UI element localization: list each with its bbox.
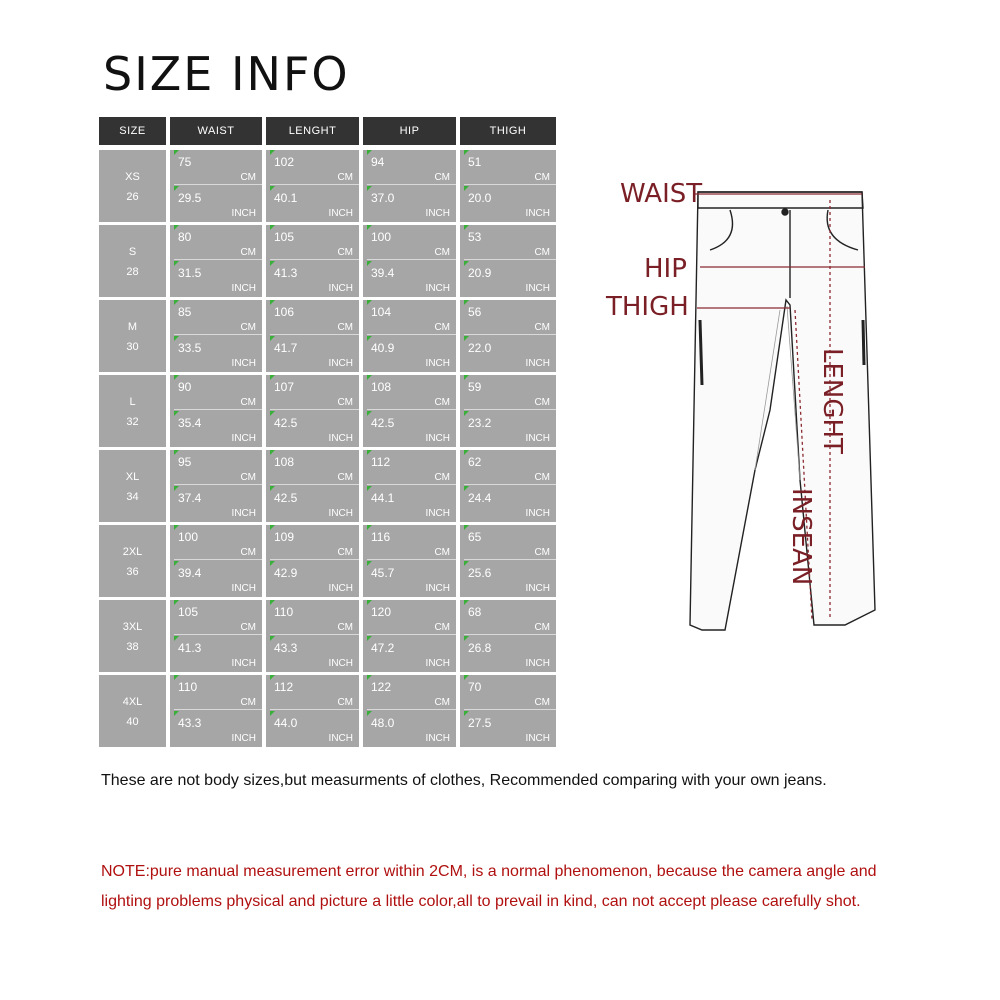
table-row — [99, 300, 556, 375]
inch-unit: INCH — [525, 433, 550, 444]
size-number: 40 — [126, 716, 139, 728]
cm-unit: CM — [240, 397, 256, 408]
sizing-note: These are not body sizes,but measurments of clothes, Recommended comparing with your own jeans. — [101, 772, 827, 789]
inch-unit: INCH — [328, 358, 353, 369]
measurement-cell-hip — [363, 675, 460, 747]
inch-unit: INCH — [328, 508, 353, 519]
inch-unit: INCH — [231, 508, 256, 519]
inch-value: 48.0 — [371, 716, 395, 730]
cm-value: 110 — [274, 605, 294, 619]
inch-unit: INCH — [328, 283, 353, 294]
column-header-thigh: THIGH — [460, 117, 556, 150]
inch-value: 42.5 — [274, 491, 298, 505]
size-label: XL — [125, 471, 140, 483]
size-label: M — [127, 321, 138, 333]
inch-value: 37.0 — [371, 191, 395, 205]
inch-value: 20.0 — [468, 191, 492, 205]
measurement-cell-length — [266, 300, 363, 375]
measurement-cell-length — [266, 450, 363, 525]
inch-value: 42.5 — [371, 416, 395, 430]
inch-unit: INCH — [231, 208, 256, 219]
cm-value: 108 — [371, 380, 392, 394]
cm-unit: CM — [434, 622, 450, 633]
cm-unit: CM — [240, 322, 256, 333]
size-cell — [99, 150, 170, 225]
cm-unit: CM — [434, 397, 450, 408]
size-label: 2XL — [122, 546, 143, 558]
inch-unit: INCH — [328, 208, 353, 219]
cm-unit: CM — [337, 172, 353, 183]
cm-value: 90 — [178, 380, 192, 394]
size-cell — [99, 450, 170, 525]
measurement-cell-waist — [170, 150, 266, 225]
measurement-cell-length — [266, 225, 363, 300]
cm-value: 95 — [178, 455, 192, 469]
inch-unit: INCH — [425, 733, 450, 744]
cm-unit: CM — [534, 547, 550, 558]
cm-unit: CM — [434, 172, 450, 183]
measurement-cell-thigh — [460, 675, 556, 747]
table-row — [99, 150, 556, 225]
cm-value: 65 — [468, 530, 482, 544]
size-number: 38 — [126, 641, 139, 653]
cm-value: 106 — [274, 305, 295, 319]
cm-value: 68 — [468, 605, 482, 619]
cm-unit: CM — [240, 172, 256, 183]
inch-unit: INCH — [425, 208, 450, 219]
measurement-cell-hip — [363, 225, 460, 300]
inch-unit: INCH — [231, 733, 256, 744]
jeans-diagram — [590, 170, 910, 640]
measurement-cell-length — [266, 150, 363, 225]
inseam-label: INSEAN — [786, 488, 816, 586]
size-label: S — [128, 246, 137, 258]
inch-value: 44.1 — [371, 491, 395, 505]
inch-value: 23.2 — [468, 416, 492, 430]
cm-unit: CM — [240, 547, 256, 558]
cm-unit: CM — [240, 697, 256, 708]
inch-unit: INCH — [231, 658, 256, 669]
size-cell — [99, 375, 170, 450]
measurement-cell-thigh — [460, 450, 556, 525]
inch-value: 27.5 — [468, 716, 492, 730]
measurement-cell-thigh — [460, 525, 556, 600]
inch-value: 45.7 — [371, 566, 395, 580]
cm-unit: CM — [534, 397, 550, 408]
cm-unit: CM — [534, 247, 550, 258]
hip-label: HIP — [644, 254, 687, 284]
cm-value: 53 — [468, 230, 482, 244]
cm-value: 80 — [178, 230, 192, 244]
cm-unit: CM — [337, 697, 353, 708]
table-row — [99, 450, 556, 525]
cm-unit: CM — [434, 472, 450, 483]
cm-value: 56 — [468, 305, 482, 319]
cm-value: 112 — [274, 680, 294, 694]
page-title: SIZE INFO — [103, 47, 350, 101]
measurement-cell-thigh — [460, 600, 556, 675]
cm-unit: CM — [337, 472, 353, 483]
inch-unit: INCH — [525, 208, 550, 219]
inch-value: 41.3 — [178, 641, 202, 655]
cm-unit: CM — [337, 322, 353, 333]
inch-unit: INCH — [425, 658, 450, 669]
size-chart-table — [99, 117, 556, 747]
cm-unit: CM — [534, 172, 550, 183]
inch-unit: INCH — [231, 358, 256, 369]
cm-value: 108 — [274, 455, 295, 469]
inch-value: 47.2 — [371, 641, 395, 655]
cm-unit: CM — [534, 322, 550, 333]
inch-value: 37.4 — [178, 491, 202, 505]
inch-unit: INCH — [231, 583, 256, 594]
measurement-cell-waist — [170, 675, 266, 747]
cm-value: 59 — [468, 380, 482, 394]
cm-unit: CM — [337, 622, 353, 633]
inch-unit: INCH — [328, 583, 353, 594]
table-row — [99, 525, 556, 600]
inch-unit: INCH — [425, 508, 450, 519]
cm-unit: CM — [337, 397, 353, 408]
size-number: 34 — [126, 491, 139, 503]
size-number: 36 — [126, 566, 139, 578]
cm-unit: CM — [434, 547, 450, 558]
cm-value: 94 — [371, 155, 385, 169]
cm-value: 122 — [371, 680, 392, 694]
inch-value: 24.4 — [468, 491, 492, 505]
table-row — [99, 225, 556, 300]
inch-unit: INCH — [525, 658, 550, 669]
measurement-cell-thigh — [460, 150, 556, 225]
inch-value: 40.1 — [274, 191, 298, 205]
cm-unit: CM — [434, 247, 450, 258]
measurement-cell-waist — [170, 300, 266, 375]
cm-value: 112 — [371, 455, 391, 469]
cm-unit: CM — [240, 622, 256, 633]
cm-value: 102 — [274, 155, 295, 169]
measurement-cell-waist — [170, 600, 266, 675]
measurement-cell-waist — [170, 450, 266, 525]
measurement-cell-hip — [363, 300, 460, 375]
size-cell — [99, 600, 170, 675]
waist-label: WAIST — [620, 179, 703, 209]
inch-value: 26.8 — [468, 641, 492, 655]
table-row — [99, 675, 556, 747]
cm-unit: CM — [240, 247, 256, 258]
inch-unit: INCH — [525, 583, 550, 594]
measurement-cell-waist — [170, 375, 266, 450]
column-header-waist: WAIST — [170, 117, 266, 150]
measurement-cell-hip — [363, 525, 460, 600]
cm-unit: CM — [534, 622, 550, 633]
cm-unit: CM — [434, 697, 450, 708]
cm-unit: CM — [337, 547, 353, 558]
inch-value: 31.5 — [178, 266, 202, 280]
inch-unit: INCH — [525, 508, 550, 519]
inch-unit: INCH — [525, 733, 550, 744]
measurement-cell-hip — [363, 150, 460, 225]
inch-unit: INCH — [425, 283, 450, 294]
cm-unit: CM — [337, 247, 353, 258]
cm-value: 70 — [468, 680, 482, 694]
cm-value: 107 — [274, 380, 295, 394]
size-cell — [99, 300, 170, 375]
table-body — [99, 150, 556, 747]
cm-value: 109 — [274, 530, 295, 544]
inch-value: 33.5 — [178, 341, 202, 355]
measurement-cell-hip — [363, 600, 460, 675]
size-number: 26 — [126, 191, 139, 203]
inch-unit: INCH — [231, 433, 256, 444]
cm-value: 105 — [178, 605, 199, 619]
table-header-row — [99, 117, 556, 150]
measurement-cell-hip — [363, 375, 460, 450]
measurement-cell-length — [266, 600, 363, 675]
inch-value: 39.4 — [371, 266, 395, 280]
cm-value: 51 — [468, 155, 482, 169]
table-row — [99, 375, 556, 450]
measurement-cell-hip — [363, 450, 460, 525]
size-label: 4XL — [122, 696, 143, 708]
measurement-warning: NOTE:pure manual measurement error within 2CM, is a normal phenomenon, because the camera angle and lighting problems physical and picture a little color,all to prevail in kind, can not accept please carefully shot. — [101, 863, 877, 910]
inch-value: 25.6 — [468, 566, 492, 580]
cm-unit: CM — [534, 697, 550, 708]
column-header-hip: HIP — [363, 117, 460, 150]
measurement-cell-thigh — [460, 300, 556, 375]
thigh-label: THIGH — [606, 292, 689, 322]
measurement-cell-waist — [170, 225, 266, 300]
size-label: L — [129, 396, 136, 408]
size-cell — [99, 525, 170, 600]
cm-value: 100 — [371, 230, 392, 244]
cm-unit: CM — [534, 472, 550, 483]
size-cell — [99, 225, 170, 300]
inch-unit: INCH — [231, 283, 256, 294]
measurement-cell-thigh — [460, 375, 556, 450]
size-number: 30 — [126, 341, 139, 353]
inch-value: 35.4 — [178, 416, 202, 430]
inch-unit: INCH — [328, 433, 353, 444]
inch-unit: INCH — [425, 433, 450, 444]
cm-unit: CM — [434, 322, 450, 333]
inch-value: 41.3 — [274, 266, 298, 280]
inch-unit: INCH — [425, 583, 450, 594]
cm-value: 85 — [178, 305, 192, 319]
cm-value: 116 — [371, 530, 391, 544]
size-number: 28 — [126, 266, 139, 278]
inch-value: 42.9 — [274, 566, 298, 580]
cm-value: 105 — [274, 230, 295, 244]
measurement-cell-waist — [170, 525, 266, 600]
inch-value: 29.5 — [178, 191, 202, 205]
cm-value: 62 — [468, 455, 482, 469]
cm-value: 75 — [178, 155, 192, 169]
inch-value: 40.9 — [371, 341, 395, 355]
inch-unit: INCH — [525, 358, 550, 369]
inch-value: 44.0 — [274, 716, 298, 730]
size-label: XS — [125, 171, 140, 183]
size-number: 32 — [126, 416, 139, 428]
measurement-cell-length — [266, 675, 363, 747]
column-header-size: SIZE — [99, 117, 170, 150]
size-label: 3XL — [122, 621, 143, 633]
size-cell — [99, 675, 170, 747]
measurement-cell-thigh — [460, 225, 556, 300]
inch-unit: INCH — [328, 658, 353, 669]
inch-value: 43.3 — [274, 641, 298, 655]
inch-value: 39.4 — [178, 566, 202, 580]
inch-value: 20.9 — [468, 266, 492, 280]
inch-unit: INCH — [525, 283, 550, 294]
measurement-cell-length — [266, 525, 363, 600]
cm-value: 100 — [178, 530, 199, 544]
inch-value: 22.0 — [468, 341, 492, 355]
table-row — [99, 600, 556, 675]
cm-value: 120 — [371, 605, 392, 619]
cm-unit: CM — [240, 472, 256, 483]
inch-value: 42.5 — [274, 416, 298, 430]
cm-value: 104 — [371, 305, 392, 319]
column-header-length: LENGHT — [266, 117, 363, 150]
inch-unit: INCH — [425, 358, 450, 369]
inch-value: 41.7 — [274, 341, 298, 355]
inch-value: 43.3 — [178, 716, 202, 730]
length-label: LENGHT — [817, 348, 847, 454]
measurement-cell-length — [266, 375, 363, 450]
inch-unit: INCH — [328, 733, 353, 744]
cm-value: 110 — [178, 680, 198, 694]
